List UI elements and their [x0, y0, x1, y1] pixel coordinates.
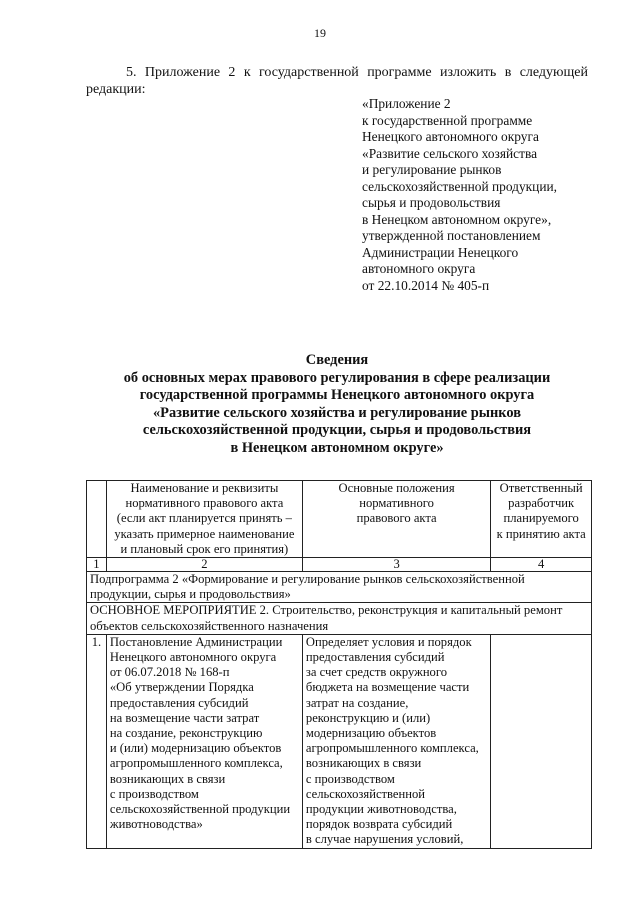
appendix-line: сырья и продовольствия	[362, 195, 501, 210]
provision-line: агропромышленного комплекса,	[305, 741, 479, 756]
header-line: планируемого	[503, 511, 579, 526]
column-number: 3	[302, 558, 490, 572]
row-act-cell	[106, 634, 302, 848]
provision-line: затрат на создание,	[305, 695, 409, 710]
provision-line: реконструкцию и (или)	[305, 710, 431, 725]
document-heading	[86, 352, 588, 457]
act-line: предоставления субсидий	[109, 695, 249, 710]
table-header-row	[87, 481, 592, 558]
main-event-line: ОСНОВНОЕ МЕРОПРИЯТИЕ 2. Строительство, реконструкция и капитальный ремонт	[90, 603, 563, 618]
act-line: животноводства»	[109, 817, 203, 832]
subprogram-row	[87, 572, 592, 603]
provision-line: порядок возврата субсидий	[305, 817, 453, 832]
act-line: и (или) модернизацию объектов	[109, 741, 282, 756]
header-cell-number	[87, 481, 107, 558]
row-developer-cell	[491, 634, 592, 848]
row-provisions-cell	[302, 634, 490, 848]
appendix-line: Администрации Ненецкого	[362, 244, 519, 260]
provision-line: возникающих в связи	[305, 756, 422, 771]
main-event-line: объектов сельскохозяйственного назначения	[90, 618, 329, 633]
header-line: Ответственный	[499, 481, 583, 495]
heading-line: сельскохозяйственной продукции, сырья и продовольствия	[142, 422, 532, 438]
appendix-line: и регулирование рынков	[362, 162, 502, 177]
heading-line: «Развитие сельского хозяйства и регулирование рынков	[152, 404, 521, 421]
table-row	[87, 634, 592, 848]
header-line: к принятию акта	[496, 526, 586, 541]
main-event-row	[87, 603, 592, 634]
header-line: правового акта	[356, 511, 437, 526]
intro-line: 5. Приложение 2 к государственной программе изложить в следующей	[126, 65, 588, 80]
main-event-cell	[87, 603, 592, 634]
appendix-line: «Приложение 2	[362, 96, 451, 111]
header-line: Основные положения	[338, 481, 455, 495]
act-line: от 06.07.2018 № 168-п	[109, 665, 230, 680]
heading-line: Сведения	[305, 352, 369, 368]
appendix-line: утвержденной постановлением	[362, 228, 541, 243]
act-line: «Об утверждении Порядка	[109, 680, 254, 695]
intro-paragraph	[86, 64, 588, 98]
act-line: возникающих в связи	[109, 771, 226, 786]
header-line: нормативного	[359, 496, 434, 511]
appendix-line: сельскохозяйственной продукции,	[362, 178, 558, 194]
header-cell-act-name	[106, 481, 302, 558]
act-line: на возмещение части затрат	[109, 710, 260, 725]
act-line: на создание, реконструкцию	[109, 726, 263, 741]
heading-line: государственной программы Ненецкого автономного округа	[139, 387, 535, 403]
header-line: Наименование и реквизиты	[130, 481, 279, 495]
appendix-line: Ненецкого автономного округа	[362, 129, 539, 144]
subprogram-line: Подпрограмма 2 «Формирование и регулирование рынков сельскохозяйственной	[90, 572, 525, 587]
act-line: агропромышленного комплекса,	[109, 756, 283, 771]
appendix-line: к государственной программе	[362, 112, 533, 128]
act-line: Постановление Администрации	[109, 634, 283, 649]
appendix-line: «Развитие сельского хозяйства	[362, 145, 538, 161]
subprogram-line: продукции, сырья и продовольствия»	[90, 587, 291, 602]
appendix-line: автономного округа	[362, 261, 476, 276]
subprogram-cell	[87, 572, 592, 603]
intro-line: редакции:	[86, 82, 146, 97]
appendix-line: от 22.10.2014 № 405-п	[362, 277, 490, 293]
heading-line: в Ненецком автономном округе»	[230, 439, 444, 456]
header-line: указать примерное наименование	[114, 526, 295, 541]
act-line: сельскохозяйственной продукции	[109, 802, 291, 817]
column-number: 1	[87, 558, 107, 572]
provision-line: предоставления субсидий	[305, 650, 445, 665]
header-cell-developer	[491, 481, 592, 558]
provision-line: бюджета на возмещение части	[305, 680, 470, 695]
provision-line: за счет средств окружного	[305, 665, 448, 680]
provision-line: Определяет условия и порядок	[305, 634, 472, 649]
heading-line: об основных мерах правового регулирования в сфере реализации	[123, 369, 551, 386]
provision-line: модернизацию объектов	[305, 726, 437, 741]
act-line: Ненецкого автономного округа	[109, 650, 277, 665]
header-line: нормативного правового акта	[125, 496, 284, 511]
column-number-row	[87, 558, 592, 572]
appendix-reference-block	[362, 96, 602, 294]
act-line: с производством	[109, 786, 199, 801]
header-line: разработчик	[508, 496, 575, 511]
provision-line: в случае нарушения условий,	[305, 832, 464, 847]
header-line: (если акт планируется принять –	[116, 511, 292, 526]
column-number: 2	[106, 558, 302, 572]
column-number: 4	[491, 558, 592, 572]
measures-table	[86, 480, 592, 849]
provision-line: продукции животноводства,	[305, 802, 457, 817]
row-number: 1.	[87, 634, 107, 848]
header-line: и плановый срок его принятия)	[120, 541, 289, 556]
appendix-line: в Ненецком автономном округе»,	[362, 211, 552, 227]
provision-line: сельскохозяйственной	[305, 786, 426, 801]
provision-line: с производством	[305, 771, 395, 786]
header-cell-provisions	[302, 481, 490, 558]
page-number: 19	[314, 26, 326, 40]
